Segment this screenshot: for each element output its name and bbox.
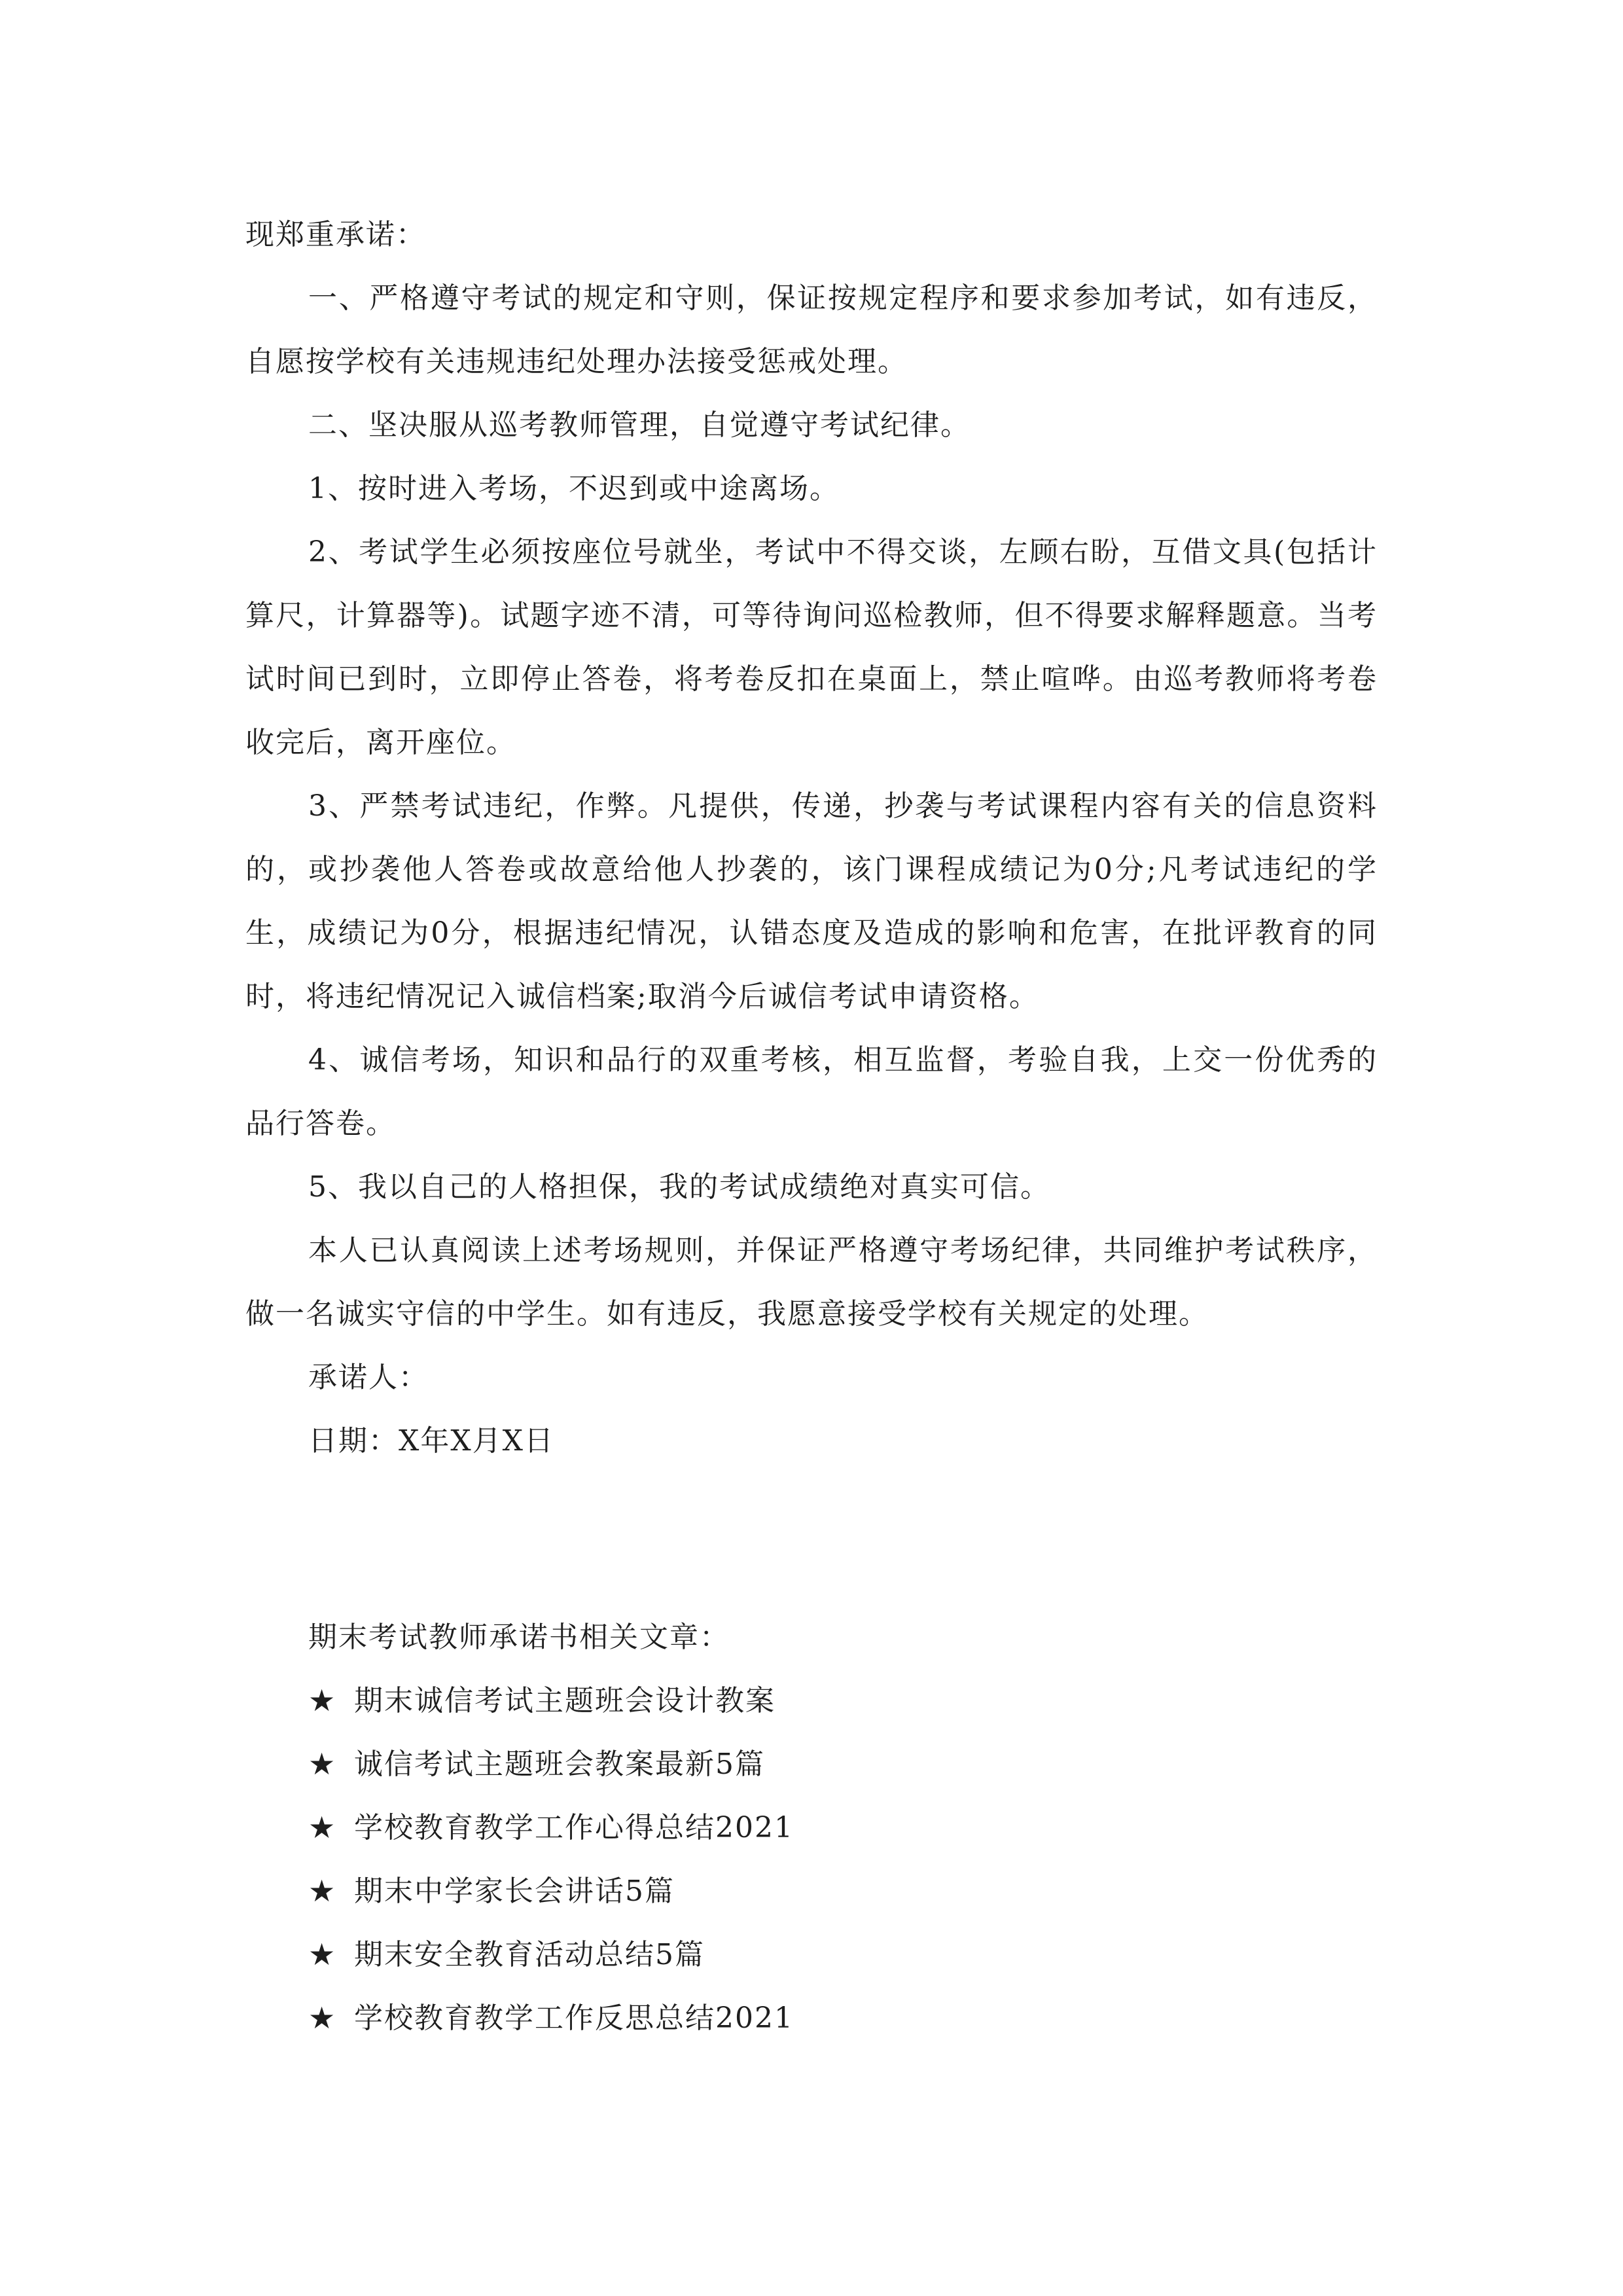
related-article-link[interactable] [308,1732,1378,1796]
related-article-title: 期末诚信考试主题班会设计教案 [354,1684,776,1717]
pledge-paragraph-6: 4、诚信考场，知识和品行的双重考核，相互监督，考验自我，上交一份优秀的品行答卷。 [245,1043,1378,1140]
document-body [245,203,1378,2050]
signer-label: 承诺人： [308,1361,429,1394]
related-article-link[interactable] [308,1859,1378,1923]
related-article-link[interactable] [308,1923,1378,1986]
related-article-link[interactable] [308,1796,1378,1859]
related-articles-list [245,1669,1378,2050]
pledge-paragraph-7: 5、我以自己的人格担保，我的考试成绩绝对真实可信。 [308,1170,1050,1204]
related-article-link[interactable] [308,1986,1378,2050]
star-icon: ★ [308,1746,337,1782]
related-article-title: 学校教育教学工作反思总结2021 [354,2001,794,2035]
related-article-title: 期末安全教育活动总结5篇 [354,1938,705,1971]
related-article-title: 学校教育教学工作心得总结2021 [354,1811,794,1844]
section-gap [245,1473,1378,1605]
date-line: 日期：X年X月X日 [308,1424,554,1458]
pledge-paragraph-2: 二、坚决服从巡考教师管理，自觉遵守考试纪律。 [308,408,971,442]
related-heading: 期末考试教师承诺书相关文章： [308,1621,730,1654]
star-icon: ★ [308,1873,337,1909]
pledge-paragraph-4: 2、考试学生必须按座位号就坐，考试中不得交谈，左顾右盼，互借文具(包括计算尺，计算器等)。试题字迹不清，可等待询问巡检教师，但不得要求解释题意。当考试时间已到时，立即停止答卷，将考卷反扣在桌面上，禁止喧哗。由巡考教师将考卷收完后，离开座位。 [245,535,1378,759]
pledge-paragraph-5: 3、严禁考试违纪，作弊。凡提供，传递，抄袭与考试课程内容有关的信息资料的，或抄袭他人答卷或故意给他人抄袭的，该门课程成绩记为0分;凡考试违纪的学生，成绩记为0分，根据违纪情况，认错态度及造成的影响和危害，在批评教育的同时，将违纪情况记入诚信档案;取消今后诚信考试申请资格。 [245,789,1378,1013]
star-icon: ★ [308,1810,337,1845]
opening-line: 现郑重承诺： [245,218,426,251]
related-article-link[interactable] [308,1669,1378,1732]
related-article-title: 期末中学家长会讲话5篇 [354,1874,675,1908]
related-article-title: 诚信考试主题班会教案最新5篇 [354,1748,765,1781]
star-icon: ★ [308,1683,337,1718]
star-icon: ★ [308,2000,337,2036]
pledge-paragraph-8: 本人已认真阅读上述考场规则，并保证严格遵守考场纪律，共同维护考试秩序，做一名诚实守信的中学生。如有违反，我愿意接受学校有关规定的处理。 [245,1234,1378,1331]
star-icon: ★ [308,1937,337,1972]
pledge-paragraph-3: 1、按时进入考场，不迟到或中途离场。 [308,472,840,505]
pledge-paragraph-1: 一、严格遵守考试的规定和守则，保证按规定程序和要求参加考试，如有违反，自愿按学校有关违规违纪处理办法接受惩戒处理。 [245,281,1378,378]
